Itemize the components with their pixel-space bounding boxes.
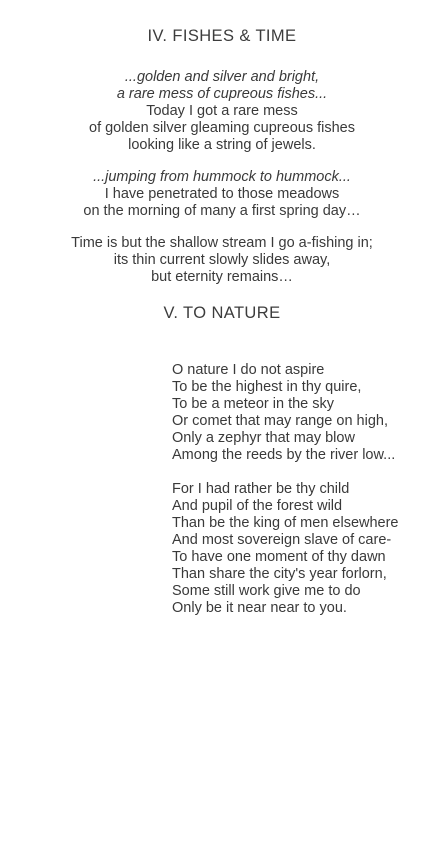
verse-line: on the morning of many a first spring day… <box>83 203 361 219</box>
verse-line: To be the highest in thy quire, <box>172 379 362 395</box>
verse-line: And most sovereign slave of care- <box>172 532 392 548</box>
fishes-stanza-2 <box>0 169 444 220</box>
fishes-stanza-1 <box>0 69 444 154</box>
verse-line: Than be the king of men elsewhere <box>172 515 399 531</box>
verse-line: Than share the city's year forlorn, <box>172 566 387 582</box>
fishes-stanza-3 <box>0 235 444 286</box>
verse-line: Some still work give me to do <box>172 583 361 599</box>
verse-line: a rare mess of cupreous fishes... <box>116 86 328 102</box>
verse-line: Among the reeds by the river low... <box>172 447 396 463</box>
verse-line: And pupil of the forest wild <box>172 498 343 514</box>
nature-stanza-2 <box>172 481 399 617</box>
verse-line: O nature I do not aspire <box>172 362 325 378</box>
verse-line: To have one moment of thy dawn <box>172 549 386 565</box>
verse-line: To be a meteor in the sky <box>172 396 334 412</box>
verse-line: Only a zephyr that may blow <box>172 430 355 446</box>
verse-line: looking like a string of jewels. <box>128 137 316 153</box>
verse-line: of golden silver gleaming cupreous fishes <box>89 120 355 136</box>
verse-line: Time is but the shallow stream I go a-fishing in; <box>71 235 373 251</box>
verse-line: I have penetrated to those meadows <box>104 186 340 202</box>
verse-line: Today I got a rare mess <box>146 103 298 119</box>
nature-stanza-1 <box>172 362 395 464</box>
verse-line: Only be it near near to you. <box>172 600 347 616</box>
verse-line: ...jumping from hummock to hummock... <box>93 169 351 185</box>
verse-line: Or comet that may range on high, <box>172 413 388 429</box>
section-title-to-nature: V. TO NATURE <box>163 304 281 322</box>
verse-line: but eternity remains… <box>151 269 293 285</box>
section-title-fishes-and-time: IV. FISHES & TIME <box>147 27 297 45</box>
verse-line: its thin current slowly slides away, <box>113 252 331 268</box>
verse-line: For I had rather be thy child <box>172 481 350 497</box>
verse-line: ...golden and silver and bright, <box>124 69 320 85</box>
